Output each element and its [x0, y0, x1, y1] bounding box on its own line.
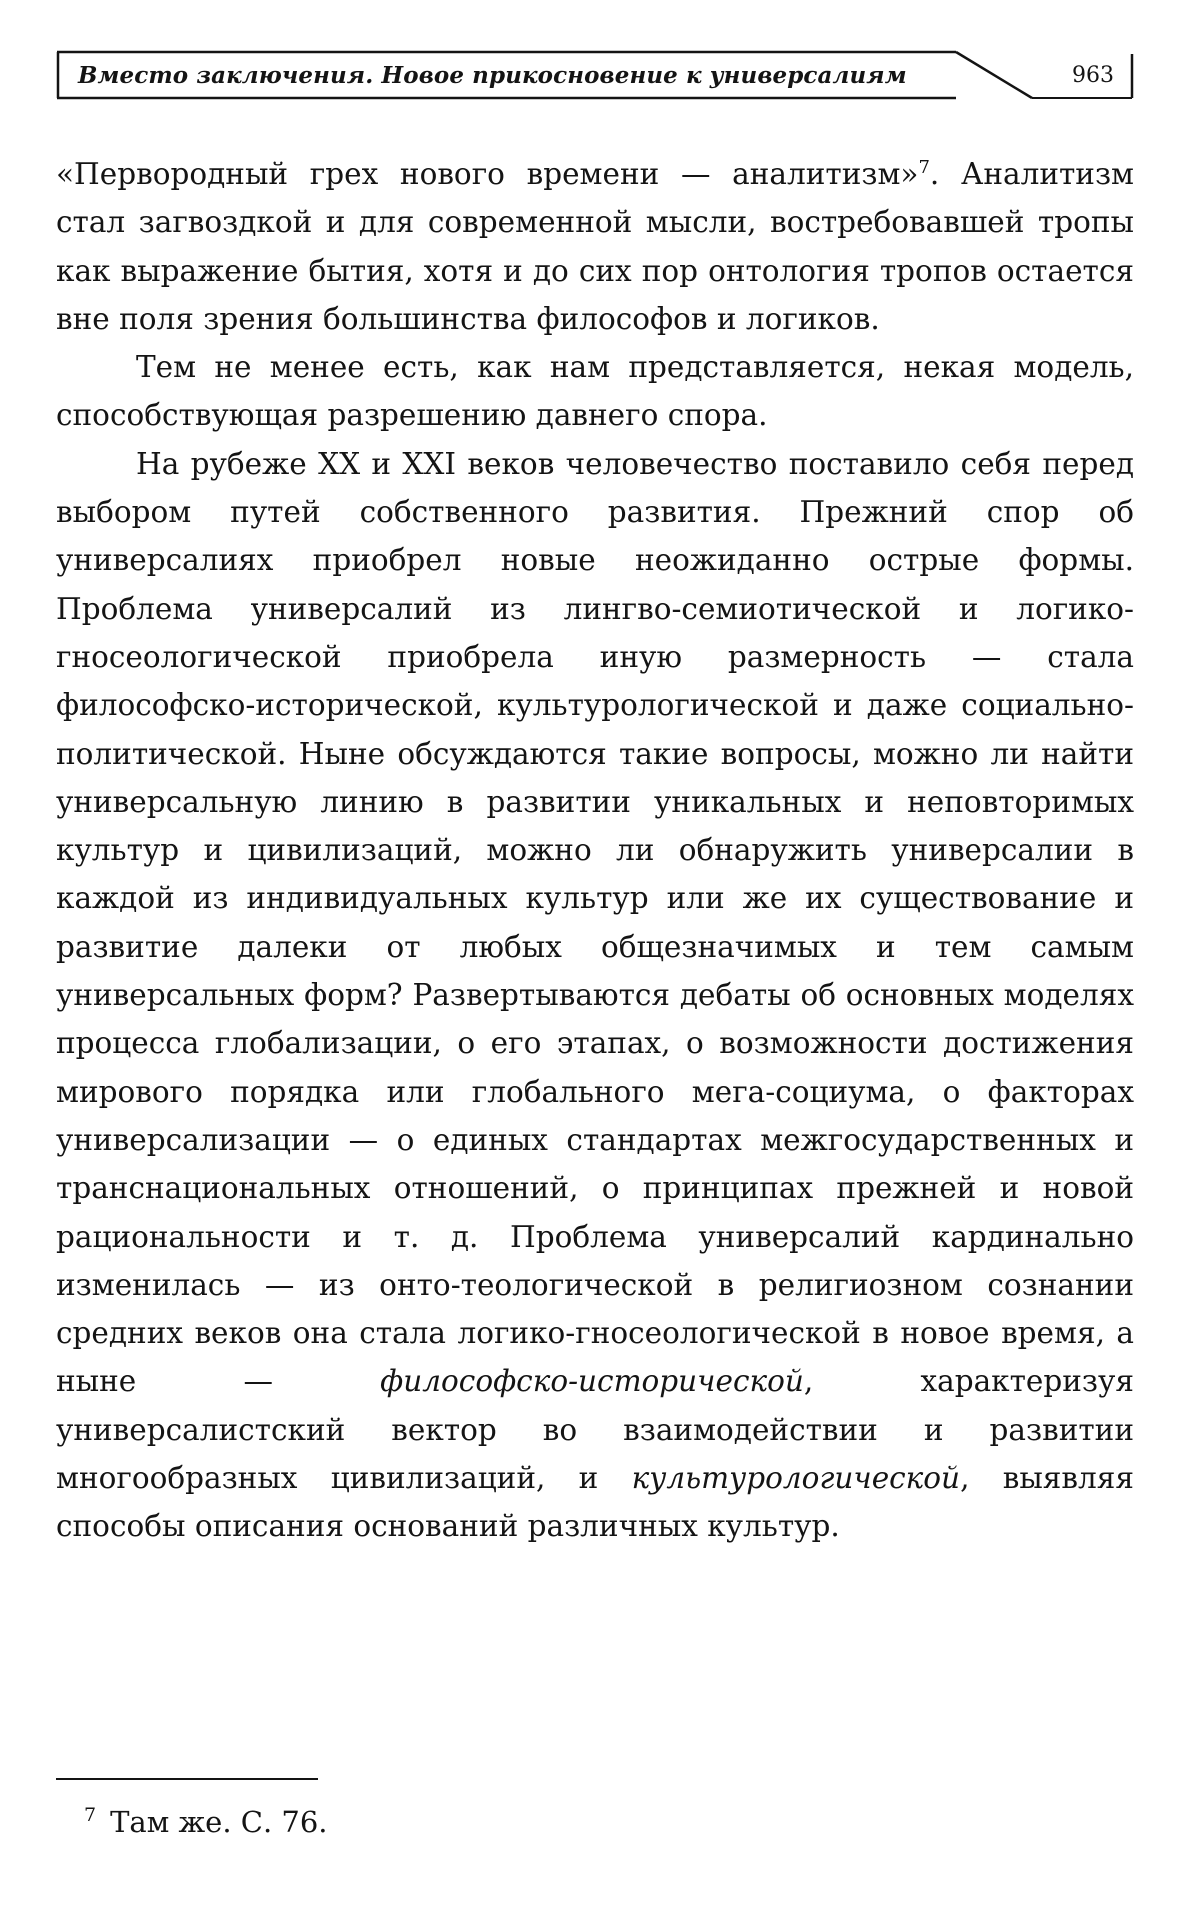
paragraph-1-rest: . Аналитизм стал загвоздкой и для современной мысли, востребовавшей тропы как выражение бытия, хотя и до сих пор онтология тропов остается вне поля зрения большинства философов и логиков.: [56, 157, 1134, 336]
paragraph-3-text-middle: , характеризуя универсалистский вектор во взаимодействии и развитии многообразных цивилизаций, и: [56, 1364, 1134, 1496]
footnote: [84, 1802, 328, 1842]
paragraph-3: [56, 440, 1134, 1551]
paragraph-1: [56, 150, 1134, 343]
footnote-divider: [56, 1778, 318, 1780]
paragraph-3-text: На рубеже XX и XXI веков человечество поставило себя перед выбором путей собственного развития. Прежний спор об универсалиях приобрел новые неожиданно острые формы. Проблема универсалий из лингво-семиотической и логико-гносеологической приобрела иную размерность — стала философско-исторической, культурологической и даже социально-политической. Ныне обсуждаются такие вопросы, можно ли найти универсальную линию в развитии уникальных и неповторимых культур и цивилизаций, можно ли обнаружить универсалии в каждой из индивидуальных культур или же их существование и развитие далеки от любых общезначимых и тем самым универсальных форм? Развертываются дебаты об основных моделях процесса глобализации, о его этапах, о возможности достижения мирового порядка или глобального мега-социума, о факторах универсализации — о единых стандартах межгосударственных и транснациональных отношений, о принципах прежней и новой рациональности и т. д. Проблема универсалий кардинально изменилась — из онто-теологической в религиозном сознании средних веков она стала логико-гносеологической в новое время, а ныне —: [56, 446, 1134, 1399]
italic-term-culturological: культурологической: [631, 1461, 961, 1496]
footnote-reference[interactable]: 7: [918, 157, 930, 179]
paragraph-1-quote: «Первородный грех нового времени — аналитизм»: [56, 157, 919, 191]
footnote-text: Там же. С. 76.: [110, 1805, 328, 1839]
running-header-title: Вместо заключения. Новое прикосновение к универсалиям: [78, 62, 907, 89]
italic-term-philosophical-historical: философско-исторической: [380, 1364, 804, 1399]
paragraph-3-text-end: , выявляя способы описания оснований различных культур.: [56, 1461, 1134, 1544]
footnote-number: 7: [84, 1804, 97, 1827]
paragraph-2: Тем не менее есть, как нам представляется, некая модель, способствующая разрешению давнего спора.: [56, 350, 1134, 433]
body-text: [56, 150, 1134, 1551]
book-page: [56, 48, 1134, 1868]
page-number: 963: [1072, 63, 1114, 88]
running-header: [56, 48, 1134, 100]
